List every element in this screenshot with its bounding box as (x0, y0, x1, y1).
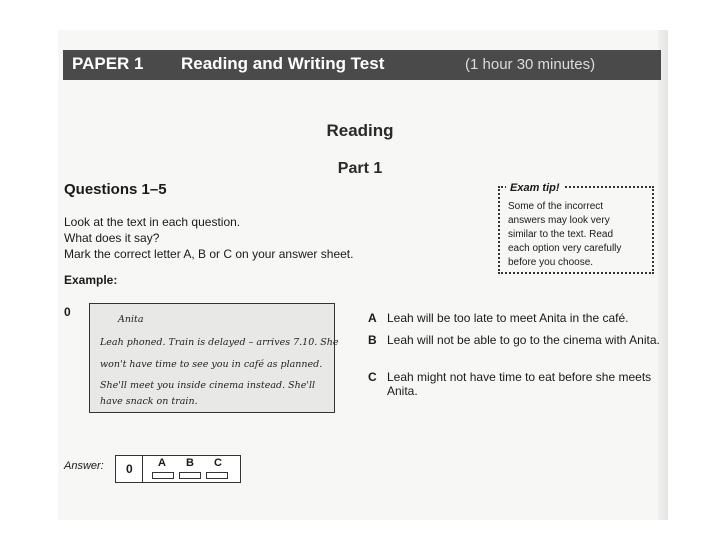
answer-number: 0 (126, 462, 133, 476)
tip-body (508, 200, 648, 270)
answer-cell-b[interactable] (179, 472, 201, 479)
option-letter: B (368, 333, 377, 347)
answer-divider (142, 456, 143, 482)
tip-title: Exam tip! (506, 182, 564, 194)
tip-line: before you choose. (508, 257, 594, 268)
page-edge-shadow (658, 30, 668, 520)
answer-cell-a-filled[interactable] (152, 472, 174, 479)
test-duration: (1 hour 30 minutes) (465, 56, 596, 73)
part-title: Part 1 (337, 160, 383, 177)
answer-label: Answer: (64, 460, 104, 472)
test-title: Reading and Writing Test (181, 54, 385, 73)
option-text: Leah will be too late to meet Anita in the café. (387, 311, 629, 325)
answer-letter-c: C (214, 457, 222, 469)
note-line: have snack on train. (100, 396, 198, 407)
note-line: won't have time to see you in café as planned. (100, 359, 323, 370)
paper-number: PAPER 1 (72, 54, 144, 73)
answer-letter-a: A (158, 457, 166, 469)
tip-line: similar to the text. Read (508, 229, 614, 240)
tip-line: Some of the incorrect (508, 201, 604, 212)
note-line: She'll meet you inside cinema instead. She'll (100, 380, 316, 391)
example-number: 0 (64, 305, 71, 319)
option-text: Leah might not have time to eat before she meets Anita. (387, 370, 652, 398)
tip-line: answers may look very (508, 215, 610, 226)
instruction-line: What does it say? (64, 231, 160, 245)
tip-line: each option very carefully (508, 243, 622, 254)
note-recipient: Anita (118, 314, 144, 325)
book-page (58, 30, 666, 520)
answer-letter-b: B (186, 457, 194, 469)
handwritten-note (89, 303, 339, 413)
option-letter: C (368, 370, 377, 384)
answer-grid (115, 455, 241, 483)
option-text: Leah will not be able to go to the cinema with Anita. (387, 333, 660, 347)
option-letter: A (368, 311, 377, 325)
instruction-line: Look at the text in each question. (64, 215, 241, 229)
section-title: Reading (326, 121, 394, 140)
instructions (64, 214, 353, 262)
answer-cell-c[interactable] (206, 472, 228, 479)
example-label: Example: (64, 273, 118, 287)
exam-tip-box (498, 182, 654, 274)
paper-header-bar (63, 50, 661, 80)
note-line: Leah phoned. Train is delayed – arrives 7.10. She (100, 337, 339, 348)
questions-heading: Questions 1–5 (64, 181, 167, 198)
instruction-line: Mark the correct letter A, B or C on your answer sheet. (64, 247, 354, 261)
